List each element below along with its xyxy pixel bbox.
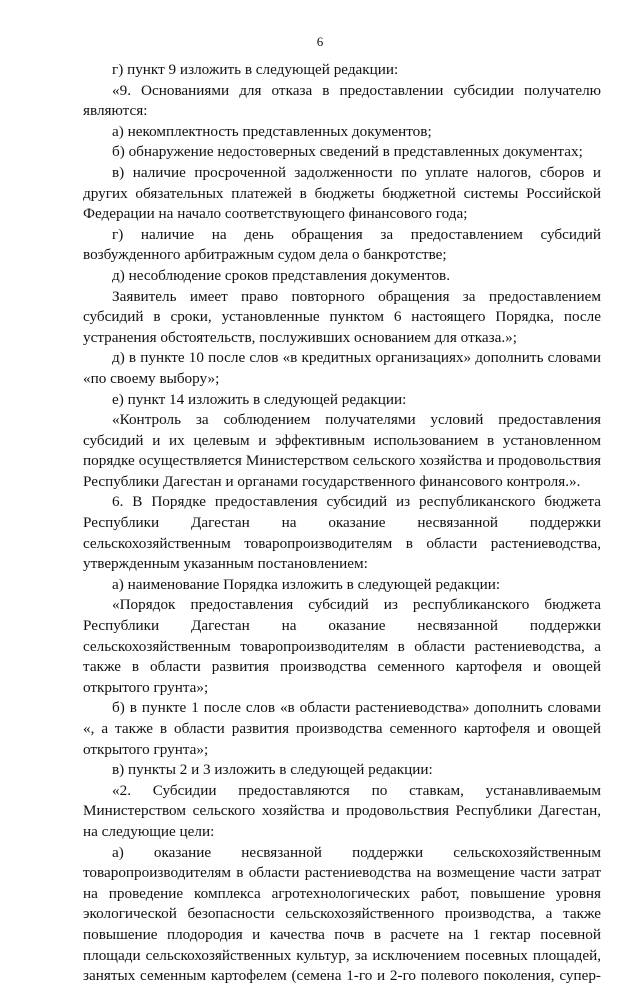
paragraph: «Контроль за соблюдением получателями условий предоставления субсидий и их целевым и эффективным использованием в установленном порядке осуществляется Министерством сельского хозяйства и продовольствия Республики Дагестан и органами государственного финансового контроля.». (83, 411, 601, 490)
paragraph: в) наличие просроченной задолженности по уплате налогов, сборов и других обязательных платежей в бюджеты бюджетной системы Российской Федерации на начало соответствующего финансового года; (83, 163, 601, 223)
paragraph: 6. В Порядке предоставления субсидий из республиканского бюджета Республики Дагестан на оказание несвязанной поддержки сельскохозяйственным товаропроизводителям в области растениеводства, утвержденным указанным постановлением: (83, 493, 601, 573)
paragraph: б) обнаружение недостоверных сведений в представленных документах; (112, 143, 583, 161)
paragraph: а) некомплектность представленных документов; (112, 122, 432, 140)
paragraph: е) пункт 14 изложить в следующей редакции: (112, 390, 407, 408)
document-body (83, 60, 601, 987)
paragraph: «2. Субсидии предоставляются по ставкам, устанавливаемым Министерством сельского хозяйства и продовольствия Республики Дагестан, на следующие цели: (83, 781, 601, 840)
page-number: 6 (316, 34, 324, 49)
paragraph: «Порядок предоставления субсидий из республиканского бюджета Республики Дагестан на оказание несвязанной поддержки сельскохозяйственным товаропроизводителям в области растениеводства, а также в области развития производства семенного картофеля и овощей открытого грунта»; (83, 596, 601, 696)
paragraph: Заявитель имеет право повторного обращения за предоставлением субсидий в сроки, установленные пунктом 6 настоящего Порядка, после устранения обстоятельств, послуживших основанием для отказа.»; (83, 287, 601, 346)
paragraph: в) пункты 2 и 3 изложить в следующей редакции: (112, 761, 433, 779)
paragraph: г) наличие на день обращения за предоставлением субсидий возбужденного арбитражным судом дела о банкротстве; (83, 225, 601, 264)
paragraph: г) пункт 9 изложить в следующей редакции: (112, 61, 399, 78)
paragraph: б) в пункте 1 после слов «в области растениеводства» дополнить словами «, а также в области развития производства семенного картофеля и овощей открытого грунта»; (83, 699, 601, 758)
paragraph: а) наименование Порядка изложить в следующей редакции: (112, 575, 501, 593)
paragraph: «9. Основаниями для отказа в предоставлении субсидии получателю являются: (83, 81, 601, 120)
paragraph: а) оказание несвязанной поддержки сельскохозяйственным товаропроизводителям в области растениеводства на возмещение части затрат на проведение комплекса агротехнологических работ, повышение уровня экологической безопасности сельскохозяйственного производства, а также повышение плодородия и качества почв в расчете на 1 гектар посевной площади сельскохозяйственных культур, за исключением посевных площадей, занятых семенным картофелем (семена 1-го и 2-го полевого поколения, супер- (83, 843, 601, 985)
paragraph: д) несоблюдение сроков представления документов. (112, 266, 451, 284)
paragraph: д) в пункте 10 после слов «в кредитных организациях» дополнить словами «по своему выбору»; (83, 349, 601, 387)
